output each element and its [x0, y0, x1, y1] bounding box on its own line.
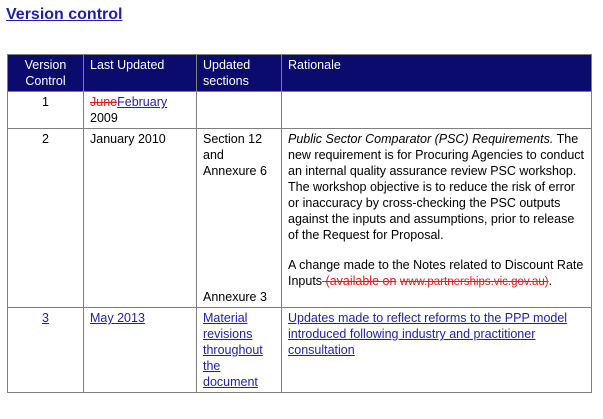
updated-sections-cell	[197, 129, 282, 308]
section-ref-annexure-3: Annexure 3	[203, 290, 267, 304]
inserted-text: May 2013	[90, 311, 145, 325]
deleted-text: June	[90, 95, 118, 109]
table-row	[8, 92, 592, 129]
updated-sections-cell	[197, 92, 282, 129]
section-heading: Version control	[6, 6, 123, 23]
last-updated-cell: January 2010	[84, 129, 197, 308]
inserted-text: 3	[42, 311, 49, 325]
version-cell: 2	[8, 129, 84, 308]
table-row	[8, 308, 592, 393]
rationale-title: Public Sector Comparator (PSC) Requirements.	[288, 132, 554, 146]
updated-sections-cell	[197, 308, 282, 393]
inserted-text: Material revisions throughout the document	[203, 311, 263, 389]
version-control-table	[7, 54, 592, 393]
table-row	[8, 129, 592, 308]
rationale-cell	[282, 129, 592, 308]
version-cell: 1	[8, 92, 84, 129]
inserted-text: February	[117, 95, 168, 109]
spacer	[288, 243, 585, 257]
rationale-annexure-text: A change made to the Notes related to Discount Rate Inputs	[288, 258, 584, 288]
last-updated-cell	[84, 92, 197, 129]
rationale-cell	[282, 308, 592, 393]
section-ref-psc: Section 12 and Annexure 6	[203, 132, 267, 178]
col-header-last-updated: Last Updated	[84, 55, 197, 92]
inserted-text: Updates made to reflect reforms to the PPP model introduced following industry and practitioner consultation	[288, 311, 568, 357]
col-header-rationale: Rationale	[282, 55, 592, 92]
version-cell	[8, 308, 84, 393]
last-updated-cell	[84, 308, 197, 393]
date-year: 2009	[90, 111, 118, 125]
rationale-cell	[282, 92, 592, 129]
table-header-row	[8, 55, 592, 92]
col-header-updated-sections: Updated sections	[197, 55, 282, 92]
deleted-link-text: www.partnerships.vic.gov.au)	[399, 276, 549, 288]
spacer	[203, 179, 275, 289]
deleted-text: (available on	[322, 274, 397, 288]
rationale-end: .	[548, 274, 553, 288]
rationale-body: The new requirement is for Procuring Agencies to conduct an internal quality assurance review PSC workshop. The workshop objective is to reduce the risk of error or inaccuracy by cross-checking the PSC outputs against the inputs and assumptions, prior to release of the Request for Proposal.	[288, 132, 584, 242]
col-header-version: Version Control	[8, 55, 84, 92]
